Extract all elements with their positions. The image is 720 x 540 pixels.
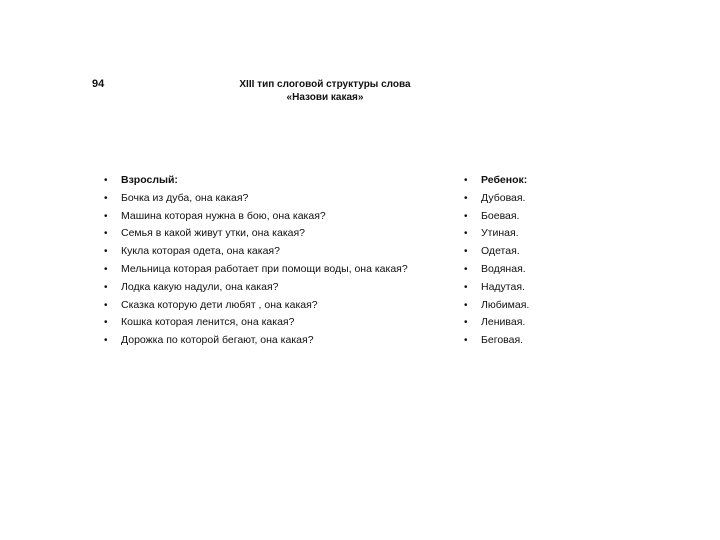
answer-text: Любимая.	[481, 298, 530, 311]
title-line-2: «Назови какая»	[286, 92, 364, 103]
page-number: 94	[92, 78, 105, 90]
question-text: Мельница которая работает при помощи воды, она какая?	[121, 262, 408, 275]
question-text: Кошка которая ленится, она какая?	[121, 316, 295, 329]
answer-text: Надутая.	[481, 280, 525, 293]
list-item	[464, 297, 584, 315]
answer-text: Боевая.	[481, 209, 520, 222]
bullet-icon: •	[464, 335, 468, 347]
bullet-icon: •	[464, 246, 468, 258]
question-text: Лодка какую надули, она какая?	[121, 280, 279, 293]
list-item	[464, 261, 584, 279]
list-item	[464, 332, 584, 350]
question-text: Дорожка по которой бегают, она какая?	[121, 334, 314, 347]
list-item	[464, 314, 584, 332]
bullet-icon: •	[104, 263, 108, 275]
bullet-icon: •	[104, 317, 108, 329]
answer-text: Утиная.	[481, 227, 519, 240]
list-item	[104, 332, 444, 350]
adult-questions-list	[104, 172, 444, 350]
title-line-1: XIII тип слоговой структуры слова	[239, 79, 411, 90]
question-text: Семья в какой живут утки, она какая?	[121, 227, 306, 240]
child-header: Ребенок:	[481, 174, 528, 186]
bullet-icon: •	[104, 175, 108, 186]
bullet-icon: •	[464, 210, 468, 222]
list-item	[104, 225, 444, 243]
question-text: Сказка которую дети любят , она какая?	[121, 298, 318, 311]
bullet-icon: •	[104, 246, 108, 258]
bullet-icon: •	[104, 210, 108, 222]
bullet-icon: •	[104, 299, 108, 311]
answer-text: Беговая.	[481, 334, 524, 347]
list-item	[104, 243, 444, 261]
list-item	[464, 190, 584, 208]
bullet-icon: •	[464, 263, 468, 275]
answer-text: Ленивая.	[481, 316, 526, 329]
bullet-icon: •	[464, 299, 468, 311]
bullet-icon: •	[464, 192, 468, 204]
list-item	[464, 208, 584, 226]
bullet-icon: •	[104, 335, 108, 347]
bullet-icon: •	[464, 281, 468, 293]
question-text: Машина которая нужна в бою, она какая?	[121, 209, 326, 222]
list-item	[104, 279, 444, 297]
bullet-icon: •	[104, 228, 108, 240]
bullet-icon: •	[104, 192, 108, 204]
question-text: Кукла которая одета, она какая?	[121, 245, 280, 258]
answer-text: Водяная.	[481, 262, 526, 275]
list-item	[104, 190, 444, 208]
answer-text: Одетая.	[481, 245, 520, 258]
list-item	[464, 225, 584, 243]
list-item-header-child	[464, 172, 584, 190]
answer-text: Дубовая.	[481, 191, 526, 204]
document-title	[200, 78, 450, 104]
bullet-icon: •	[464, 317, 468, 329]
bullet-icon: •	[104, 281, 108, 293]
adult-header: Взрослый:	[121, 174, 178, 186]
list-item-header-adult	[104, 172, 444, 190]
list-item	[104, 208, 444, 226]
list-item	[104, 297, 444, 315]
child-answers-list	[464, 172, 584, 350]
question-text: Бочка из дуба, она какая?	[121, 191, 249, 204]
bullet-icon: •	[464, 228, 468, 240]
list-item	[104, 261, 444, 279]
list-item	[464, 243, 584, 261]
list-item	[104, 314, 444, 332]
list-item	[464, 279, 584, 297]
bullet-icon: •	[464, 175, 468, 186]
